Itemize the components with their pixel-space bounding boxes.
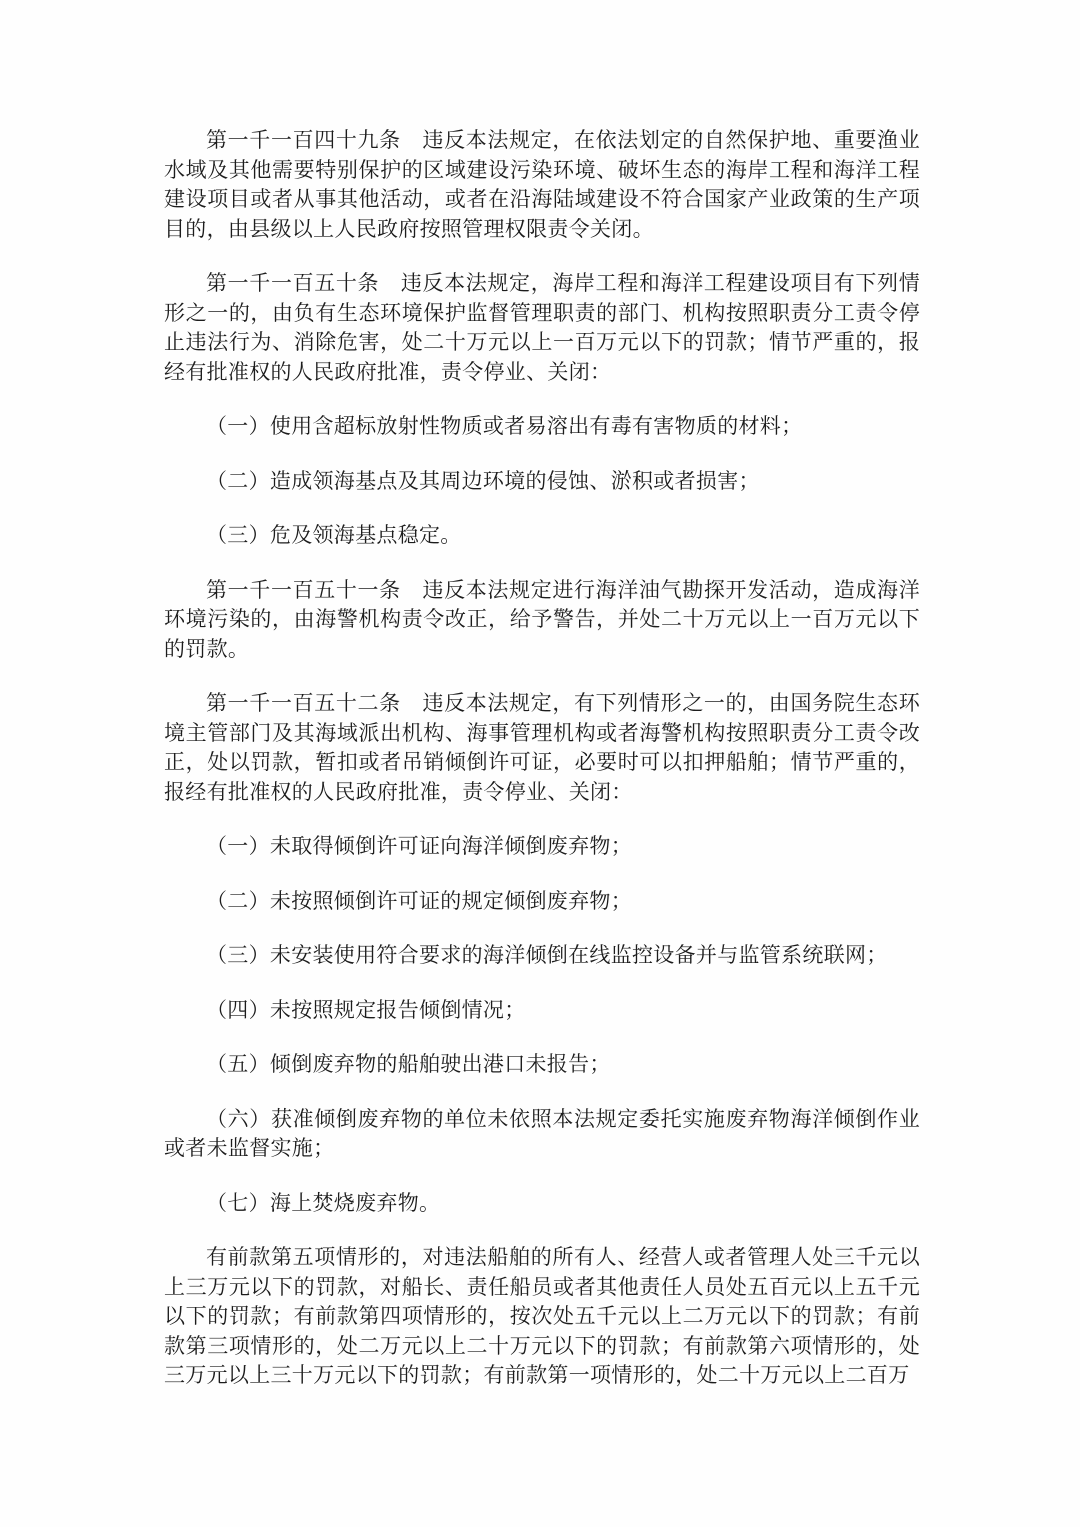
article-1151: 第一千一百五十一条 违反本法规定进行海洋油气勘探开发活动，造成海洋环境污染的，由海警机构责令改正，给予警告，并处二十万元以上一百万元以下的罚款。 bbox=[164, 577, 920, 661]
list-item: （三）危及领海基点稳定。 bbox=[206, 523, 462, 547]
list-item: （四）未按照规定报告倾倒情况； bbox=[206, 997, 526, 1022]
list-item: （七）海上焚烧废弃物。 bbox=[206, 1190, 441, 1215]
list-item: （二）未按照倾倒许可证的规定倾倒废弃物； bbox=[206, 888, 632, 913]
article-1149: 第一千一百四十九条 违反本法规定，在依法划定的自然保护地、重要渔业水域及其他需要特别保护的区域建设污染环境、破坏生态的海岸工程和海洋工程建设项目或者从事其他活动，或者在沿海陆域建设不符合国家产业政策的生产项目的，由县级以上人民政府按照管理权限责令关闭。 bbox=[164, 128, 920, 241]
article-1152: 第一千一百五十二条 违反本法规定，有下列情形之一的，由国务院生态环境主管部门及其海域派出机构、海事管理机构或者海警机构按照职责分工责令改正，处以罚款，暂扣或者吊销倾倒许可证，必要时可以扣押船舶；情节严重的，报经有批准权的人民政府批准，责令停业、关闭： bbox=[164, 691, 920, 804]
list-item: （一）使用含超标放射性物质或者易溶出有毒有害物质的材料； bbox=[206, 414, 803, 438]
document-body bbox=[164, 126, 920, 1391]
list-item: （三）未安装使用符合要求的海洋倾倒在线监控设备并与监管系统联网； bbox=[206, 943, 888, 967]
list-item: （五）倾倒废弃物的船舶驶出港口未报告； bbox=[206, 1052, 611, 1076]
list-item: （六）获准倾倒废弃物的单位未依照本法规定委托实施废弃物海洋倾倒作业或者未监督实施； bbox=[164, 1106, 920, 1160]
penalty-paragraph: 有前款第五项情形的，对违法船舶的所有人、经营人或者管理人处三千元以上三万元以下的罚款，对船长、责任船员或者其他责任人员处五百元以上五千元以下的罚款；有前款第四项情形的，按次处五千元以上二万元以下的罚款；有前款第三项情形的，处二万元以上二十万元以下的罚款；有前款第六项情形的，处三万元以上三十万元以下的罚款；有前款第一项情形的，处二十万元以上二百万 bbox=[164, 1245, 920, 1387]
list-item: （二）造成领海基点及其周边环境的侵蚀、淤积或者损害； bbox=[206, 468, 760, 493]
article-1150: 第一千一百五十条 违反本法规定，海岸工程和海洋工程建设项目有下列情形之一的，由负有生态环境保护监督管理职责的部门、机构按照职责分工责令停止违法行为、消除危害，处二十万元以上一百万元以下的罚款；情节严重的，报经有批准权的人民政府批准，责令停业、关闭： bbox=[164, 271, 920, 384]
list-item: （一）未取得倾倒许可证向海洋倾倒废弃物； bbox=[206, 834, 632, 858]
